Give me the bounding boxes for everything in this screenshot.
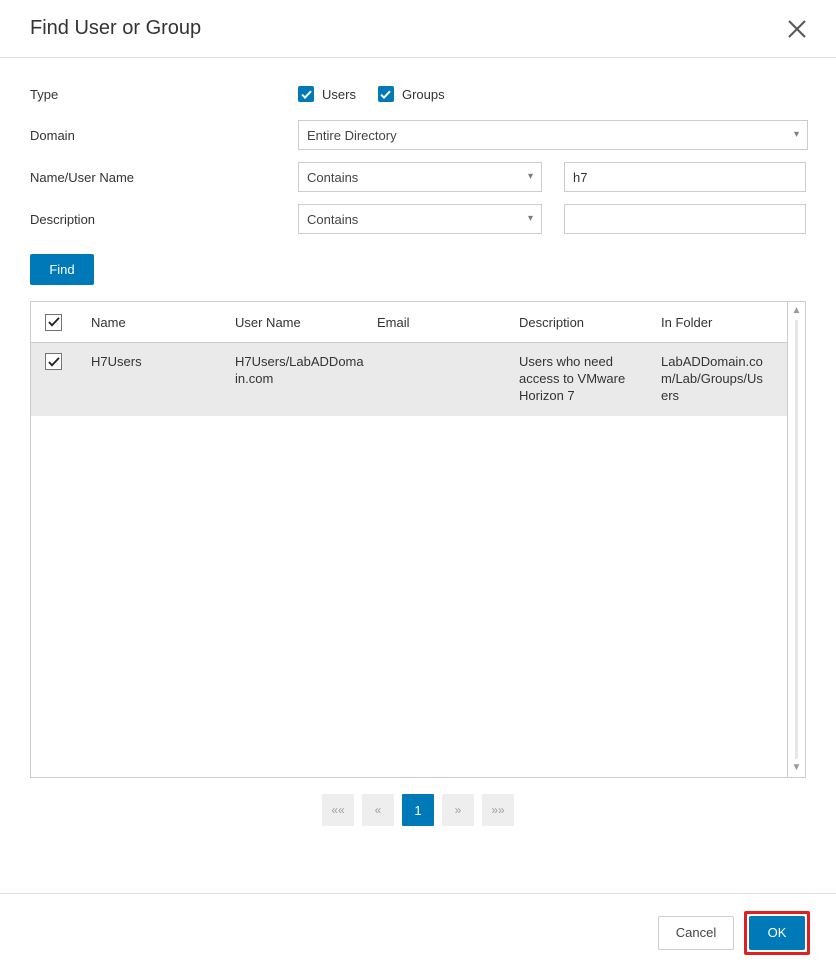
table-header-row [31, 302, 787, 343]
cancel-button[interactable]: Cancel [658, 916, 734, 950]
type-label: Type [30, 86, 59, 102]
groups-checkbox[interactable] [378, 86, 445, 102]
dialog-body [0, 58, 836, 893]
description-label: Description [30, 211, 96, 227]
chevron-up-icon[interactable]: ▲ [791, 305, 802, 316]
ok-button-highlight [744, 911, 810, 955]
select-all-checkbox[interactable] [45, 314, 62, 331]
column-header-name[interactable]: Name [91, 314, 126, 330]
pagination-last-button[interactable]: »» [482, 794, 514, 826]
pagination [30, 794, 806, 826]
pagination-next-button[interactable]: » [442, 794, 474, 826]
chevron-down-icon[interactable]: ▼ [791, 762, 802, 773]
row-name: H7Users [91, 354, 142, 369]
checkmark-icon [378, 86, 394, 102]
dialog-footer [0, 893, 836, 971]
checkmark-icon [298, 86, 314, 102]
chevron-down-icon: ▾ [527, 171, 533, 182]
groups-checkbox-label: Groups [401, 86, 445, 102]
description-operator-select[interactable]: Contains [298, 204, 542, 234]
description-operator-select-wrap [298, 204, 542, 234]
domain-select[interactable]: Entire Directory [298, 120, 808, 150]
users-checkbox[interactable] [298, 86, 356, 102]
row-in-folder: LabADDomain.com/Lab/Groups/Users [661, 354, 763, 403]
column-header-in-folder[interactable]: In Folder [661, 314, 713, 330]
row-checkbox-cell [31, 353, 91, 370]
ok-button[interactable]: OK [749, 916, 805, 950]
results-inner [31, 302, 805, 777]
row-user-name: H7Users/LabADDomain.com [235, 354, 364, 386]
name-operator-select-wrap [298, 162, 542, 192]
domain-row [30, 120, 806, 150]
column-header-user-name[interactable]: User Name [235, 314, 301, 330]
find-button[interactable]: Find [30, 254, 94, 285]
description-input[interactable] [564, 204, 806, 234]
row-checkbox[interactable] [45, 353, 62, 370]
table-row[interactable] [31, 343, 787, 416]
pagination-page-1[interactable]: 1 [402, 794, 434, 826]
domain-label: Domain [30, 127, 75, 143]
column-header-description[interactable]: Description [519, 314, 585, 330]
pagination-prev-button[interactable]: « [362, 794, 394, 826]
name-row [30, 162, 806, 192]
results-main [31, 302, 787, 777]
chevron-down-icon: ▾ [793, 129, 799, 140]
users-checkbox-label: Users [322, 86, 356, 102]
name-input[interactable] [564, 162, 806, 192]
page-title: Find User or Group [30, 17, 202, 39]
close-icon[interactable] [782, 14, 812, 44]
domain-select-wrap [298, 120, 808, 150]
results-table [30, 301, 806, 778]
select-all-checkbox-cell [31, 314, 91, 331]
pagination-first-button[interactable]: «« [322, 794, 354, 826]
name-label: Name/User Name [30, 169, 135, 185]
results-scrollbar[interactable] [787, 302, 805, 777]
table-body [31, 343, 787, 777]
column-header-email[interactable]: Email [377, 314, 410, 330]
type-checkbox-group [298, 86, 445, 102]
row-description: Users who need access to VMware Horizon 7 [519, 354, 626, 403]
chevron-down-icon: ▾ [527, 213, 533, 224]
name-operator-select[interactable]: Contains [298, 162, 542, 192]
scrollbar-track[interactable] [795, 320, 798, 759]
dialog-header [0, 0, 836, 58]
description-row [30, 204, 806, 234]
type-row [30, 80, 806, 108]
